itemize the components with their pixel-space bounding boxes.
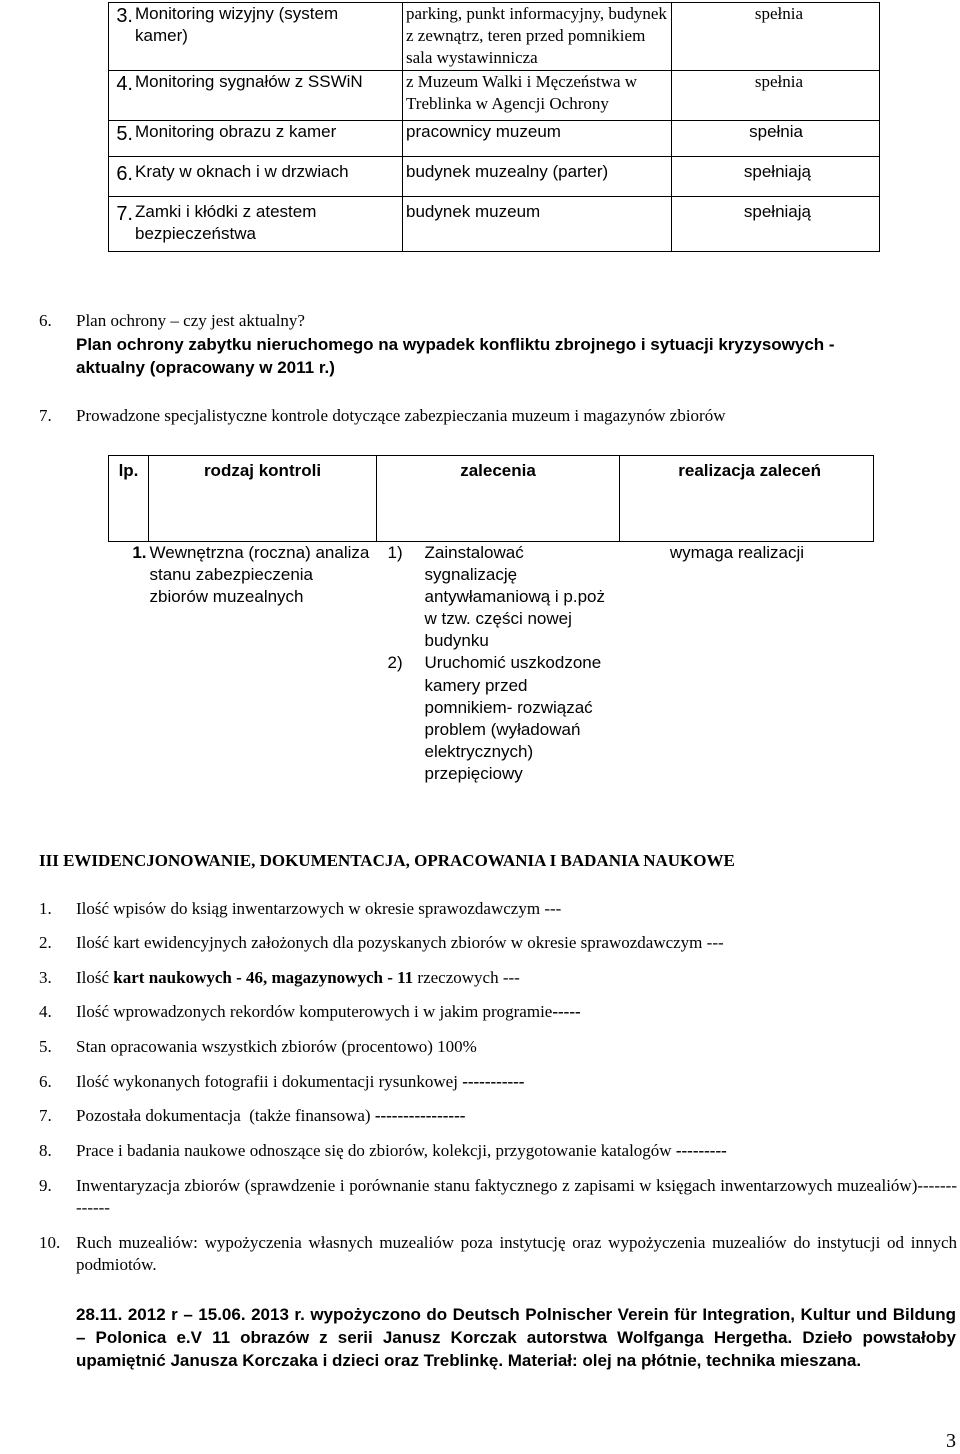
list-item — [378, 652, 619, 785]
page-number: 3 — [946, 1430, 956, 1452]
item-text — [76, 967, 957, 989]
measure-location: pracownicy muzeum — [406, 122, 561, 141]
measure-status: spełniają — [743, 202, 811, 221]
item-number: 6. — [39, 1072, 52, 1091]
measure-description: Monitoring obrazu z kamer — [135, 122, 337, 141]
item-text — [76, 1140, 957, 1162]
item-number: 2. — [39, 933, 52, 952]
item-text-bold: ----------- — [462, 1072, 525, 1091]
section-text: Plan ochrony – czy jest aktualny? — [76, 311, 305, 330]
item-text-bold: kart naukowych - 46, magazynowych - 11 — [113, 968, 414, 987]
item-number: 4. — [39, 1002, 52, 1021]
row-number: 5. — [116, 123, 133, 145]
table-row — [109, 3, 880, 71]
list-marker: 1) — [387, 543, 403, 562]
table-row — [109, 542, 874, 787]
recommendation-text: Zainstalować sygnalizację antywłamaniową i p.poż w tzw. części nowej budynku — [424, 543, 605, 651]
item-number: 1. — [39, 899, 52, 918]
item-text-bold: --------- — [675, 1141, 727, 1160]
item-number: 5. — [39, 1037, 52, 1056]
measure-location: budynek muzealny (parter) — [406, 162, 609, 181]
item-text: Inwentaryzacja zbiorów (sprawdzenie i porównanie stanu faktycznego z zapisami w księgach inwentarzowych muzealiów)------------- — [76, 1176, 957, 1217]
list-item — [378, 542, 619, 652]
section-iii-heading: III EWIDENCJONOWANIE, DOKUMENTACJA, OPRACOWANIA I BADANIA NAUKOWE — [39, 851, 735, 870]
section-6-answer: Plan ochrony zabytku nieruchomego na wypadek konfliktu zbrojnego i sytuacji kryzysowych - aktualny (opracowany w 2011 r.) — [76, 335, 835, 377]
row-number: 3. — [116, 5, 133, 27]
item-text: Ruch muzealiów: wypożyczenia własnych muzealiów poza instytucję oraz wypożyczenia muzealiów do instytucji od innych podmiotów. — [76, 1233, 957, 1274]
item-text-part: Pozostała dokumentacja (także finansowa) — [76, 1106, 375, 1125]
item-text: Stan opracowania wszystkich zbiorów (procentowo) 100% — [76, 1037, 477, 1056]
recommendation-text: Uruchomić uszkodzone kamery przed pomnikiem- rozwiązać problem (wyładowań elektrycznych) przepięciowy — [424, 653, 602, 783]
item-text-part: Ilość — [76, 968, 114, 987]
measure-location: budynek muzeum — [406, 202, 541, 221]
column-header: zalecenia — [377, 456, 620, 542]
row-number: 6. — [116, 163, 133, 185]
item-text: Ilość kart ewidencyjnych założonych dla pozyskanych zbiorów w okresie sprawozdawczym --- — [76, 933, 724, 952]
section-number: 6. — [39, 311, 52, 330]
table-row — [109, 157, 880, 197]
item-text-bold: ---------------- — [374, 1106, 466, 1125]
row-number: 7. — [116, 203, 133, 225]
section-6-question — [39, 310, 919, 334]
measure-description: Monitoring wizyjny (system kamer) — [135, 4, 339, 46]
measure-status: spełnia — [749, 122, 803, 141]
item-number: 10. — [39, 1233, 61, 1252]
measure-description: Zamki i kłódki z atestem bezpieczeństwa — [135, 202, 317, 244]
item-text — [76, 1071, 957, 1093]
item-text — [76, 1001, 957, 1023]
table-row — [109, 121, 880, 157]
loan-paragraph: 28.11. 2012 r – 15.06. 2013 r. wypożyczono do Deutsch Polnischer Verein für Integration, Kultur und Bildung – Polonica e.V 11 obrazów z serii Janusz Korczak autorstwa Wolfganga Hergetha. Dzieło powstałoby upamiętnić Janusza Korczaka i dzieci oraz Treblinkę. Materiał: olej na płótnie, technika mieszana. — [76, 1305, 956, 1370]
measure-description: Monitoring sygnałów z SSWiN — [135, 72, 363, 91]
section-number: 7. — [39, 406, 52, 425]
list-marker: 2) — [387, 653, 403, 673]
column-header: realizacja zaleceń — [620, 456, 874, 542]
controls-table — [108, 455, 874, 786]
recommendations-cell — [377, 542, 620, 787]
item-text: Ilość wpisów do ksiąg inwentarzowych w okresie sprawozdawczym --- — [76, 899, 562, 918]
table-row — [109, 71, 880, 121]
realization-status: wymaga realizacji — [669, 543, 805, 562]
measure-status: spełniają — [743, 162, 811, 181]
item-number: 9. — [39, 1176, 52, 1195]
measure-location: parking, punkt informacyjny, budynek z zewnątrz, teren przed pomnikiem sala wystawinnicza — [406, 4, 667, 68]
measure-description: Kraty w oknach i w drzwiach — [135, 162, 349, 181]
item-number: 7. — [39, 1106, 52, 1125]
section-text: Prowadzone specjalistyczne kontrole dotyczące zabezpieczania muzeum i magazynów zbiorów — [76, 406, 726, 425]
item-text-part: rzeczowych --- — [413, 968, 520, 987]
item-text — [76, 1105, 957, 1127]
measure-location: z Muzeum Walki i Męczeństwa w Treblinka w Agencji Ochrony — [406, 72, 638, 114]
table-header-row — [109, 456, 874, 542]
item-number: 8. — [39, 1141, 52, 1160]
measure-status: spełnia — [754, 72, 803, 91]
security-measures-table — [108, 2, 880, 252]
item-number: 3. — [39, 968, 52, 987]
item-text-part: Prace i badania naukowe odnoszące się do zbiorów, kolekcji, przygotowanie katalogów — [76, 1141, 676, 1160]
item-text-part: Ilość wykonanych fotografii i dokumentacji rysunkowej — [76, 1072, 463, 1091]
item-text-part: Ilość wprowadzonych rekordów komputerowych i w jakim programie — [76, 1002, 553, 1021]
measure-status: spełnia — [754, 4, 803, 23]
item-text-bold: ----- — [552, 1002, 581, 1021]
row-number: 4. — [116, 73, 133, 95]
section-7-heading — [39, 405, 919, 429]
table-row — [109, 197, 880, 252]
column-header: rodzaj kontroli — [149, 456, 377, 542]
control-type: Wewnętrzna (roczna) analiza stanu zabezpieczenia zbiorów muzealnych — [149, 543, 370, 607]
column-header: lp. — [109, 456, 149, 542]
recommendations-list — [378, 542, 619, 785]
control-number: 1. — [132, 543, 147, 562]
